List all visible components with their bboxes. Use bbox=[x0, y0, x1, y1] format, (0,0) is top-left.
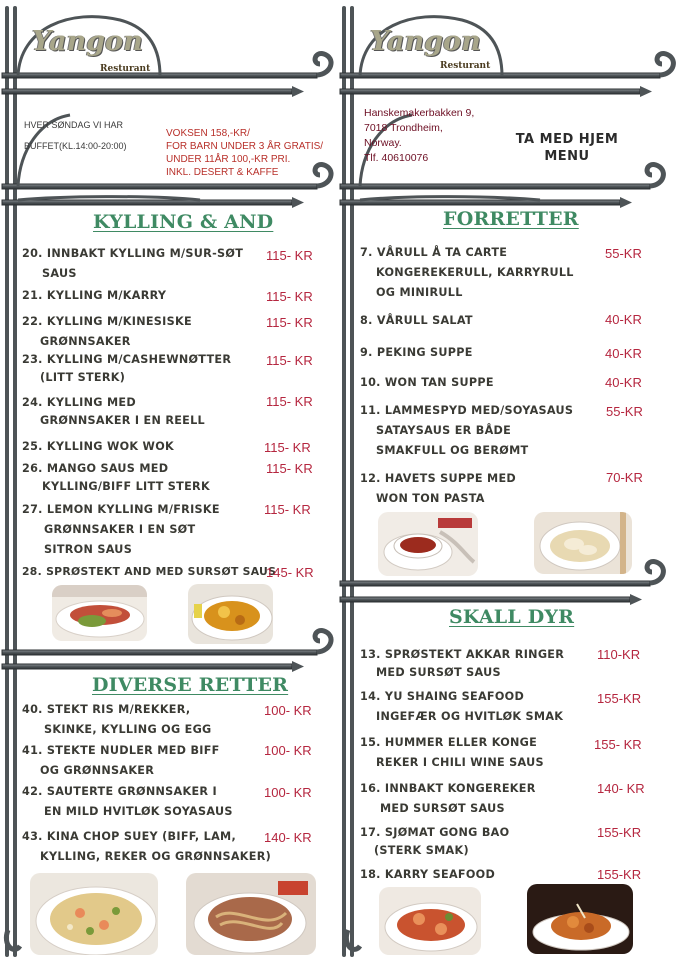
item-price: 100- KR bbox=[264, 743, 312, 758]
food-photo-seafood bbox=[379, 887, 481, 955]
menu-item: 7. VÅRULL Å TA CARTE KONGEREKERULL, KARRYRULL OG MINIRULL bbox=[360, 246, 574, 299]
food-photo-wonton-soup bbox=[534, 512, 632, 574]
phone-number: Tlf. 40610076 bbox=[364, 152, 429, 164]
section-title-skalldyr: SKALL DYR bbox=[449, 606, 575, 628]
item-price: 40-KR bbox=[605, 312, 642, 327]
item-price: 55-KR bbox=[606, 404, 643, 419]
takeaway-menu-heading: TA MED HJEM MENU bbox=[515, 132, 619, 164]
address-line: Norway. bbox=[364, 137, 402, 149]
price-info-line: INKL. DESERT & KAFFE bbox=[166, 167, 279, 178]
item-price: 140- KR bbox=[597, 781, 645, 796]
item-price: 155- KR bbox=[594, 737, 642, 752]
address-line: 7018 Trondheim, bbox=[364, 122, 443, 134]
menu-item: 22. KYLLING M/KINESISKE GRØNNSAKER bbox=[22, 315, 192, 348]
brand-subtitle: Resturant bbox=[100, 64, 151, 74]
menu-item: 41. STEKTE NUDLER MED BIFF OG GRØNNSAKER bbox=[22, 744, 220, 777]
menu-item: 13. SPRØSTEKT AKKAR RINGER MED SURSØT SAUS bbox=[360, 648, 565, 679]
menu-item: 43. KINA CHOP SUEY (BIFF, LAM, KYLLING, REKER OG GRØNNSAKER) bbox=[22, 830, 272, 863]
menu-item: 40. STEKT RIS M/REKKER, SKINKE, KYLLING OG EGG bbox=[22, 703, 212, 736]
item-price: 100- KR bbox=[264, 785, 312, 800]
menu-item: 42. SAUTERTE GRØNNSAKER I EN MILD HVITLØK SOYASAUS bbox=[22, 785, 233, 818]
section-title-diverse: DIVERSE RETTER bbox=[92, 674, 289, 696]
price-info-line: UNDER 11ÅR 100,-KR PRI. bbox=[166, 154, 291, 165]
item-price: 40-KR bbox=[605, 375, 642, 390]
food-photo-crispy-duck bbox=[52, 585, 147, 641]
menu-item: 12. HAVETS SUPPE MED WON TON PASTA bbox=[360, 472, 516, 505]
menu-item: 15. HUMMER ELLER KONGE REKER I CHILI WINE SAUS bbox=[360, 736, 544, 769]
menu-item: 14. YU SHAING SEAFOOD INGEFÆR OG HVITLØK SMAK bbox=[360, 690, 564, 723]
item-price: 40-KR bbox=[605, 346, 642, 361]
menu-item: 23. KYLLING M/CASHEWNØTTER (LITT STERK) bbox=[22, 353, 232, 384]
price-info-line: VOKSEN 158,-KR/ bbox=[166, 128, 250, 139]
menu-item: 16. INNBAKT KONGEREKER MED SURSØT SAUS bbox=[360, 782, 536, 815]
item-price: 55-KR bbox=[605, 246, 642, 261]
menu-item: 10. WON TAN SUPPE bbox=[360, 376, 494, 389]
item-price: 115- KR bbox=[266, 394, 313, 409]
price-info-line: FOR BARN UNDER 3 ÅR GRATIS/ bbox=[166, 141, 324, 152]
brand-subtitle: Resturant bbox=[440, 61, 491, 71]
menu-item: 18. KARRY SEAFOOD bbox=[360, 868, 496, 881]
item-price: 70-KR bbox=[606, 470, 643, 485]
item-price: 115- KR bbox=[266, 461, 313, 476]
food-photo-noodles bbox=[186, 873, 316, 955]
buffet-hours-text: BUFFET(KL.14:00-20:00) bbox=[24, 141, 127, 151]
section-title-forretter: FORRETTER bbox=[443, 208, 579, 230]
food-photo-fried-rice bbox=[30, 873, 158, 955]
menu-item: 27. LEMON KYLLING M/FRISKE GRØNNSAKER I EN SØT SITRON SAUS bbox=[22, 503, 220, 556]
address-block bbox=[364, 106, 474, 166]
menu-item: 8. VÅRULL SALAT bbox=[360, 314, 473, 327]
food-photo-curry-seafood bbox=[527, 884, 633, 954]
menu-item: 9. PEKING SUPPE bbox=[360, 346, 473, 359]
item-price: 115- KR bbox=[264, 440, 311, 455]
menu-item: 26. MANGO SAUS MED KYLLING/BIFF LITT STERK bbox=[22, 462, 210, 493]
item-price: 155-KR bbox=[597, 825, 642, 840]
food-photo-lemon-chicken bbox=[188, 584, 273, 644]
item-price: 155-KR bbox=[597, 867, 642, 882]
item-price: 115- KR bbox=[266, 248, 313, 263]
brand-logo: Yangon bbox=[370, 26, 481, 57]
menu-item: 20. INNBAKT KYLLING M/SUR-SØT SAUS bbox=[22, 247, 244, 280]
item-price: 145- KR bbox=[266, 565, 314, 580]
menu-item: 21. KYLLING M/KARRY bbox=[22, 289, 167, 302]
item-price: 155-KR bbox=[597, 691, 642, 706]
menu-item: 24. KYLLING MED GRØNNSAKER I EN REELL bbox=[22, 396, 205, 427]
item-price: 140- KR bbox=[264, 830, 312, 845]
address-line: Hanskemakerbakken 9, bbox=[364, 107, 475, 119]
buffet-day-text: HVER SØNDAG VI HAR bbox=[24, 120, 124, 130]
item-price: 115- KR bbox=[264, 502, 311, 517]
item-price: 115- KR bbox=[266, 353, 313, 368]
item-price: 115- KR bbox=[266, 315, 313, 330]
brand-logo: Yangon bbox=[32, 26, 143, 57]
menu-item: 11. LAMMESPYD MED/SOYASAUS SATAYSAUS ER BÅDE SMAKFULL OG BERØMT bbox=[360, 404, 574, 457]
menu-item: 25. KYLLING WOK WOK bbox=[22, 440, 174, 453]
item-price: 115- KR bbox=[266, 289, 313, 304]
item-price: 110-KR bbox=[597, 647, 641, 662]
menu-item: 17. SJØMAT GONG BAO (STERK SMAK) bbox=[360, 826, 510, 857]
item-price: 100- KR bbox=[264, 703, 312, 718]
buffet-price-info bbox=[166, 127, 323, 179]
section-title-kylling: KYLLING & AND bbox=[93, 211, 274, 233]
food-photo-soup bbox=[378, 512, 478, 576]
menu-item: 28. SPRØSTEKT AND MED SURSØT SAUS bbox=[22, 565, 277, 578]
